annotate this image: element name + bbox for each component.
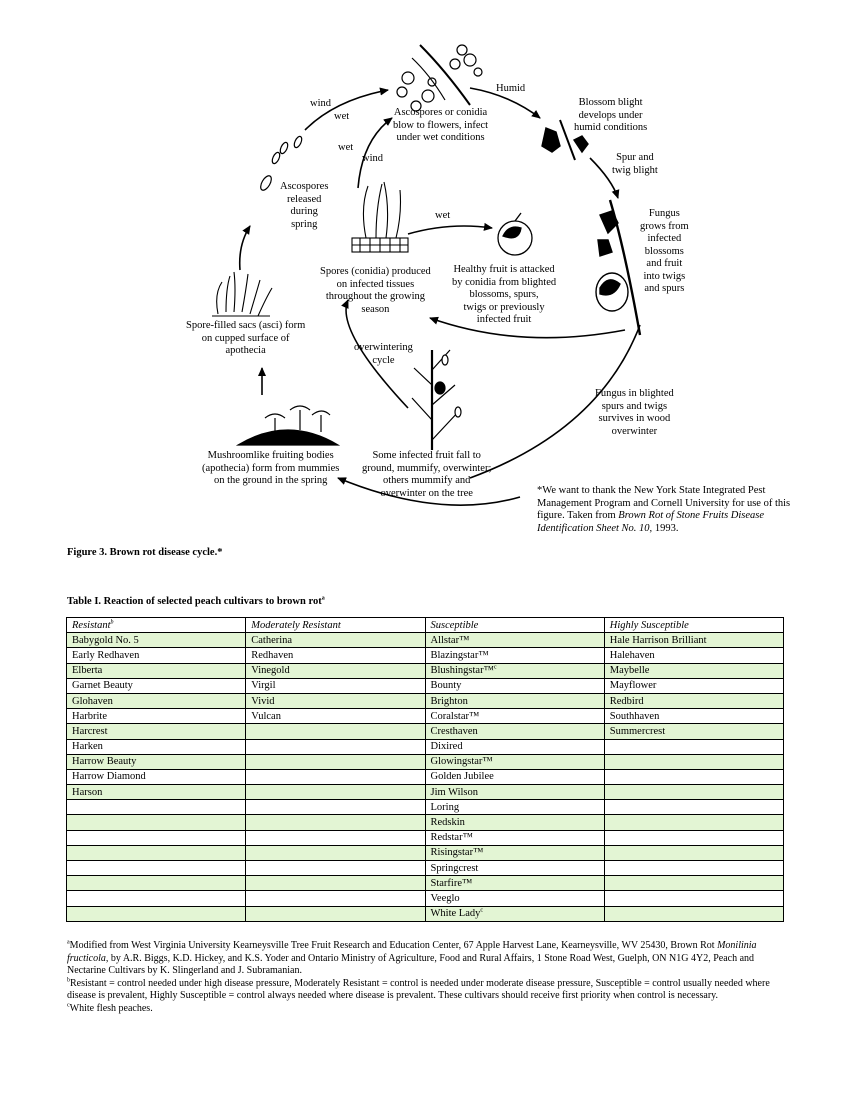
figure-caption: Figure 3. Brown rot disease cycle.* — [67, 547, 223, 558]
table-row — [67, 845, 784, 860]
table-cell — [604, 815, 783, 830]
table-cell — [604, 830, 783, 845]
table-cell — [604, 769, 783, 784]
apothecia-illustration — [238, 406, 338, 445]
table-cell — [246, 876, 425, 891]
table-row — [67, 663, 784, 678]
table-cell: Vivid — [246, 693, 425, 708]
asci-illustration — [212, 272, 272, 316]
header-resistant: Resistant$^b$ — [67, 618, 246, 633]
table-cell: Garnet Beauty — [67, 678, 246, 693]
label-wind-inner: wind — [362, 153, 383, 164]
table-cell: Halehaven — [604, 648, 783, 663]
table-row — [67, 648, 784, 663]
table-cell: Brighton — [425, 693, 604, 708]
label-healthy-fruit: Healthy fruit is attacked by conidia from blighted blossoms, spurs, twigs or previously infected fruit — [452, 264, 557, 325]
table-cell: Mayflower — [604, 678, 783, 693]
table-row — [67, 724, 784, 739]
table-cell — [246, 891, 425, 906]
table-row — [67, 693, 784, 708]
table-cell — [67, 906, 246, 921]
table-cell: Risingstar™ — [425, 845, 604, 860]
table-cell — [604, 861, 783, 876]
table-cell: Harrow Diamond — [67, 769, 246, 784]
footnotes — [67, 940, 785, 1015]
label-blossom-blight: Blossom blight develops under humid conditions — [574, 97, 648, 133]
table-cell — [246, 830, 425, 845]
table-cell — [67, 845, 246, 860]
table-cell: Babygold No. 5 — [67, 633, 246, 648]
label-fungus-grows: Fungus grows from infected blossoms and fruit into twigs and spurs — [640, 208, 689, 294]
footnote-b: $^b$Resistant = control needed under high disease pressure, Moderately Resistant = control is needed under moderate disease pressure, Susceptible = control usually needed where disease is prevalent, Highly Susceptible = control always needed where disease is prevalent. These cultivars should receive first priority when control is necessary. — [67, 977, 770, 1001]
table-cell: Harrow Beauty — [67, 754, 246, 769]
label-ascospores-blow: Ascospores or conidia blow to flowers, infect under wet conditions — [393, 107, 489, 143]
arrow-to-released — [240, 226, 250, 270]
table-row — [67, 861, 784, 876]
table-cell: Vinegold — [246, 663, 425, 678]
table-cell: Harbrite — [67, 709, 246, 724]
cultivar-table — [66, 617, 784, 922]
table-cell — [246, 861, 425, 876]
label-fungus-blighted: Fungus in blighted spurs and twigs survives in wood overwinter — [595, 388, 674, 437]
table-cell — [67, 815, 246, 830]
table-cell — [604, 754, 783, 769]
table-cell: Bounty — [425, 678, 604, 693]
table-cell: Glowingstar™ — [425, 754, 604, 769]
table-row — [67, 785, 784, 800]
table-cell: Early Redhaven — [67, 648, 246, 663]
table-row — [67, 891, 784, 906]
table-cell — [246, 800, 425, 815]
table-cell — [604, 891, 783, 906]
table-cell — [604, 906, 783, 921]
twig-fruit-illustration — [596, 200, 640, 335]
table-cell — [246, 754, 425, 769]
table-header-row — [67, 618, 784, 633]
table-row — [67, 800, 784, 815]
table-cell: Southhaven — [604, 709, 783, 724]
table-row — [67, 769, 784, 784]
table-cell: Harcrest — [67, 724, 246, 739]
label-ascospores-released: Ascospores released during spring — [280, 181, 329, 230]
table-row — [67, 678, 784, 693]
table-cell: Redskin — [425, 815, 604, 830]
table-row — [67, 906, 784, 921]
table-cell: Redhaven — [246, 648, 425, 663]
table-cell — [67, 891, 246, 906]
table-cell — [67, 800, 246, 815]
figure-credit: *We want to thank the New York State Integrated Pest Management Program and Cornell University for use of this figure. Taken from Brown Rot of Stone Fruits Disease Identification Sheet No. 10, 1993. — [537, 485, 791, 534]
table-cell: Hale Harrison Brilliant — [604, 633, 783, 648]
label-wet-fruit: wet — [435, 210, 451, 221]
label-spur-twig: Spur and twig blight — [612, 152, 658, 176]
table-cell: Veeglo — [425, 891, 604, 906]
label-mushroomlike: Mushroomlike fruiting bodies (apothecia) form from mummies on the ground in the spring — [202, 450, 340, 486]
table-cell: Harson — [67, 785, 246, 800]
table-cell: Dixired — [425, 739, 604, 754]
label-wet-top: wet — [334, 111, 350, 122]
table-cell: Harken — [67, 739, 246, 754]
table-row — [67, 633, 784, 648]
flower-branch-illustration — [397, 45, 482, 111]
conidia-illustration — [352, 182, 408, 252]
table-cell: Summercrest — [604, 724, 783, 739]
footnote-a: $^a$Modified from West Virginia University Kearneysville Tree Fruit Research and Education Center, 67 Apple Harvest Lane, Kearneysville, WV 25430, Brown Rot Monilinia fructicola, by A.R. Biggs, K.D. Hickey, and K.S. Yoder and Ontario Ministry of Agriculture, Food and Rural Affairs, 1 Stone Road West, Guelph, ON N1G 4Y2, Peach and Nectarine Cultivars by K. Slingerland and J. Subramanian. — [67, 939, 757, 976]
table-cell: Vulcan — [246, 709, 425, 724]
table-cell — [604, 845, 783, 860]
label-some-infected: Some infected fruit fall to ground, mummify, overwinter; others mummify and overwinter on the tree — [362, 450, 492, 499]
table-cell — [604, 876, 783, 891]
header-highly-susceptible: Highly Susceptible — [604, 618, 783, 633]
footnote-c: $^c$White flesh peaches. — [67, 1002, 153, 1014]
arrow-to-fruit — [408, 226, 492, 234]
table-cell: Blushingstar™$^c$ — [425, 663, 604, 678]
table-cell — [246, 724, 425, 739]
table-cell: Virgil — [246, 678, 425, 693]
table-cell — [67, 861, 246, 876]
table-cell: Coralstar™ — [425, 709, 604, 724]
healthy-fruit-illustration — [498, 213, 532, 255]
table-title: Table I. Reaction of selected peach cultivars to brown rot$^a$ — [67, 595, 325, 607]
table-row — [67, 830, 784, 845]
table-cell: Redbird — [604, 693, 783, 708]
table-cell — [246, 739, 425, 754]
table-cell — [67, 876, 246, 891]
table-cell: Redstar™ — [425, 830, 604, 845]
table-cell: Springcrest — [425, 861, 604, 876]
table-cell: Catherina — [246, 633, 425, 648]
table-cell: Loring — [425, 800, 604, 815]
label-humid: Humid — [496, 83, 526, 94]
table-cell: Starfire™ — [425, 876, 604, 891]
table-cell — [246, 785, 425, 800]
table-cell: Elberta — [67, 663, 246, 678]
table-cell — [67, 830, 246, 845]
label-spore-sacs: Spore-filled sacs (asci) form on cupped surface of apothecia — [186, 320, 306, 356]
table-cell: Jim Wilson — [425, 785, 604, 800]
table-row — [67, 815, 784, 830]
table-row — [67, 709, 784, 724]
table-row — [67, 739, 784, 754]
table-cell — [246, 845, 425, 860]
table-cell — [246, 815, 425, 830]
table-cell — [246, 906, 425, 921]
table-cell — [604, 785, 783, 800]
table-row — [67, 876, 784, 891]
table-cell: Cresthaven — [425, 724, 604, 739]
label-spores-conidia: Spores (conidia) produced on infected tissues throughout the growing season — [320, 266, 431, 315]
table-cell — [604, 800, 783, 815]
tree-illustration — [412, 350, 461, 450]
header-susceptible: Susceptible — [425, 618, 604, 633]
table-cell — [604, 739, 783, 754]
table-cell: White Lady$^c$ — [425, 906, 604, 921]
table-cell: Allstar™ — [425, 633, 604, 648]
table-cell: Golden Jubilee — [425, 769, 604, 784]
table-cell — [246, 769, 425, 784]
label-wind-top: wind — [310, 98, 331, 109]
table-cell: Glohaven — [67, 693, 246, 708]
header-moderately-resistant: Moderately Resistant — [246, 618, 425, 633]
table-cell: Blazingstar™ — [425, 648, 604, 663]
table-row — [67, 754, 784, 769]
label-wet-inner: wet — [338, 142, 354, 153]
label-overwintering: overwintering cycle — [354, 342, 413, 366]
table-cell: Maybelle — [604, 663, 783, 678]
